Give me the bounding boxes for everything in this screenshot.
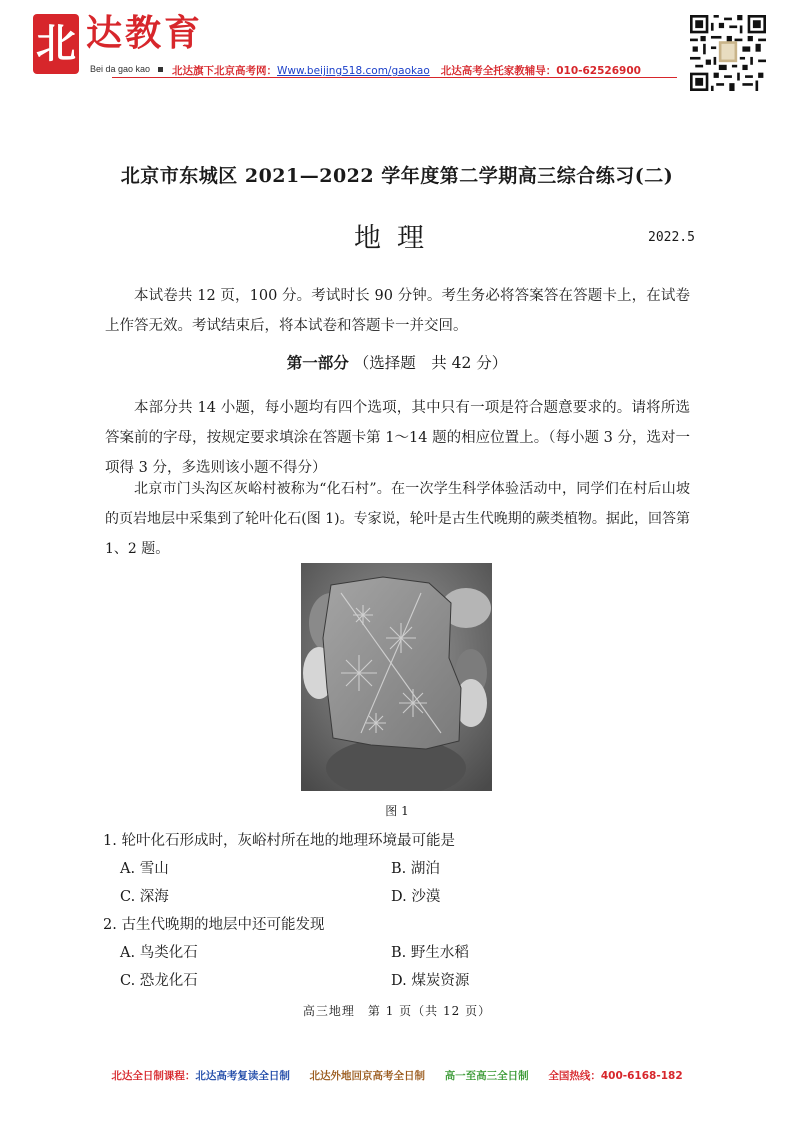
section-instructions: 本部分共 14 小题，每小题均有四个选项，其中只有一项是符合题意要求的。请将所选答案前的字母，按规定要求填涂在答题卡第 1～14 题的相应位置上。（每小题 3 分，选对一项得 3 分，多选则该小题不得分）: [105, 400, 690, 476]
banner-item-fulltime: 高一至高三全日制: [444, 1070, 529, 1082]
banner-item-repeat: 北达高考复读全日制: [195, 1070, 290, 1082]
figure-caption: 图 1: [385, 804, 409, 818]
answer-option: C. 深海: [120, 889, 169, 905]
logo-mark: [33, 14, 79, 74]
logo-text: 达教育: [86, 12, 204, 54]
question-stem: 1. 轮叶化石形成时，灰峪村所在地的地理环境最可能是: [103, 833, 455, 849]
header-url-link[interactable]: Www.beijing518.com/gaokao: [277, 65, 430, 77]
exam-intro: 本试卷共 12 页，100 分。考试时长 90 分钟。考生务必将答案答在答题卡上，在试卷上作答无效。考试结束后，将本试卷和答题卡一并交回。: [105, 288, 690, 334]
logo-bullet: [158, 67, 163, 72]
header-info-suffix: 北达高考全托家教辅导：010-62526900: [440, 65, 641, 77]
qr-code: [690, 15, 766, 91]
answer-option: A. 雪山: [120, 861, 169, 877]
header-info: [172, 63, 641, 78]
bottom-banner: [0, 1068, 794, 1083]
subject-title: 地理: [354, 223, 440, 254]
section-name: 第一部分: [286, 353, 349, 372]
banner-hotline: 全国热线：400-6168-182: [548, 1070, 683, 1082]
answer-option: C. 恐龙化石: [120, 973, 198, 989]
answer-option: D. 沙漠: [391, 889, 441, 905]
header-divider: [112, 77, 677, 78]
question-passage: 北京市门头沟区灰峪村被称为“化石村”。在一次学生科学体验活动中，同学们在村后山坡的页岩地层中采集到了轮叶化石(图 1)。专家说，轮叶是古生代晚期的蕨类植物。据此，回答第 1、2 题。: [105, 481, 690, 557]
answer-option: B. 湖泊: [391, 861, 440, 877]
banner-label: 北达全日制课程：: [111, 1070, 196, 1082]
answer-option: B. 野生水稻: [391, 945, 469, 961]
question-stem: 2. 古生代晚期的地层中还可能发现: [103, 917, 325, 933]
section-note: （选择题 共 42 分）: [353, 354, 508, 372]
section-heading: [0, 351, 794, 373]
logo-pinyin: Bei da gao kao: [90, 64, 151, 74]
exam-date: 2022.5: [648, 230, 695, 245]
answer-option: A. 鸟类化石: [120, 945, 198, 961]
answer-option: D. 煤炭资源: [391, 973, 470, 989]
header-info-prefix: 北达旗下北京高考网：: [172, 65, 277, 77]
page-footer: 高三地理 第 1 页（共 12 页）: [302, 1004, 492, 1018]
fossil-photo: [301, 563, 492, 791]
exam-title: 北京市东城区 2021—2022 学年度第二学期高三综合练习(二): [120, 165, 674, 187]
banner-item-return: 北达外地回京高考全日制: [309, 1070, 426, 1082]
logo-char: 北: [36, 20, 76, 67]
